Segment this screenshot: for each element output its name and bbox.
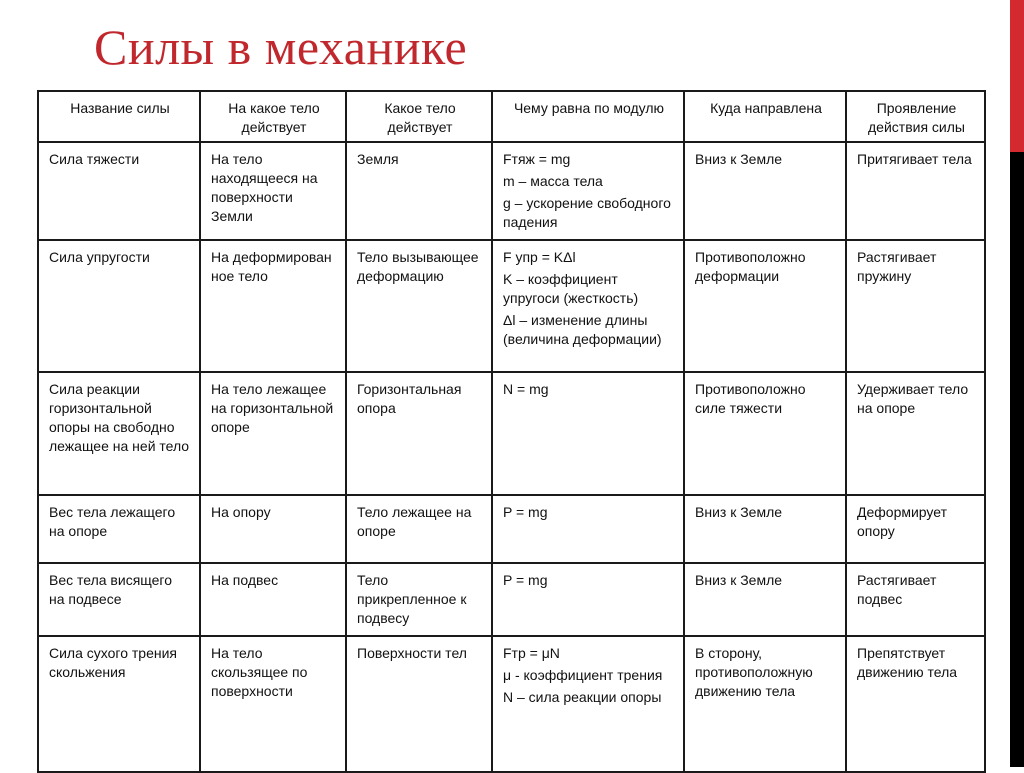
cell-direction — [684, 563, 846, 636]
cell-force-name — [38, 372, 200, 495]
cell-text: Тело прикрепленное к подвесу — [357, 572, 467, 626]
cell-text: Поверхности тел — [357, 645, 467, 661]
cell-text: Противоположно деформации — [695, 249, 806, 284]
cell-acts-on — [200, 563, 346, 636]
header-effect: Проявление действия силы — [846, 91, 985, 142]
cell-text: Тело вызывающее деформацию — [357, 249, 479, 284]
cell-text: Деформирует опору — [857, 504, 948, 539]
cell-text: Сила тяжести — [49, 151, 140, 167]
cell-text: Горизонтальная опора — [357, 381, 462, 416]
header-direction: Куда направлена — [684, 91, 846, 142]
table-row — [38, 636, 985, 772]
decorative-strip-red — [1010, 0, 1024, 152]
header-force-name: Название силы — [38, 91, 200, 142]
cell-text: Растягивает пружину — [857, 249, 937, 284]
table-row — [38, 240, 985, 372]
cell-text: P = mg — [503, 572, 548, 588]
cell-text: Препятствует движению тела — [857, 645, 958, 680]
cell-text: Вниз к Земле — [695, 572, 783, 588]
cell-text: Земля — [357, 151, 399, 167]
decorative-strip-black — [1010, 152, 1024, 767]
cell-effect — [846, 495, 985, 563]
cell-effect — [846, 636, 985, 772]
cell-effect — [846, 240, 985, 372]
header-acting-body: Какое тело действует — [346, 91, 492, 142]
header-magnitude: Чему равна по модулю — [492, 91, 684, 142]
cell-acting-body — [346, 563, 492, 636]
cell-text: F упр = KΔl — [503, 249, 576, 265]
cell-acting-body — [346, 636, 492, 772]
cell-acts-on — [200, 636, 346, 772]
header-row — [38, 91, 985, 142]
cell-text: N – сила реакции опоры — [503, 689, 662, 705]
cell-text: Сила сухого трения скольжения — [49, 645, 177, 680]
forces-table — [37, 90, 986, 773]
cell-text: На тело скользящее по поверхности — [211, 645, 308, 699]
cell-magnitude — [492, 636, 684, 772]
table-row — [38, 495, 985, 563]
cell-force-name — [38, 240, 200, 372]
cell-text: Удерживает тело на опоре — [857, 381, 969, 416]
cell-force-name — [38, 563, 200, 636]
cell-direction — [684, 372, 846, 495]
cell-text: Растягивает подвес — [857, 572, 937, 607]
cell-force-name — [38, 636, 200, 772]
cell-magnitude — [492, 563, 684, 636]
cell-text: Fтр = μN — [503, 645, 560, 661]
table-row — [38, 142, 985, 240]
cell-acts-on — [200, 240, 346, 372]
cell-direction — [684, 636, 846, 772]
cell-text: K – коэффициент упругоси (жесткость) — [503, 271, 639, 306]
cell-text: В сторону, противоположную движению тела — [695, 645, 813, 699]
cell-effect — [846, 142, 985, 240]
cell-effect — [846, 372, 985, 495]
cell-text: Δl – изменение длины (величина деформации) — [503, 312, 662, 347]
cell-force-name — [38, 142, 200, 240]
cell-text: Вес тела лежащего на опоре — [49, 504, 176, 539]
cell-text: Притягивает тела — [857, 151, 972, 167]
cell-effect — [846, 563, 985, 636]
cell-magnitude — [492, 495, 684, 563]
cell-text: Противоположно силе тяжести — [695, 381, 806, 416]
cell-text: На опору — [211, 504, 271, 520]
cell-text: Вниз к Земле — [695, 504, 783, 520]
cell-acts-on — [200, 372, 346, 495]
cell-text: Сила упругости — [49, 249, 150, 265]
cell-text: g – ускорение свободного падения — [503, 195, 671, 230]
cell-acting-body — [346, 240, 492, 372]
cell-text: На деформирован ное тело — [211, 249, 332, 284]
cell-text: P = mg — [503, 504, 548, 520]
cell-text: Вес тела висящего на подвесе — [49, 572, 173, 607]
cell-magnitude — [492, 240, 684, 372]
cell-text: Сила реакции горизонтальной опоры на свободно лежащее на ней тело — [49, 381, 190, 454]
cell-direction — [684, 240, 846, 372]
cell-text: Вниз к Земле — [695, 151, 783, 167]
cell-text: На тело находящееся на поверхности Земли — [211, 151, 318, 224]
cell-magnitude — [492, 142, 684, 240]
table-row — [38, 563, 985, 636]
cell-acting-body — [346, 372, 492, 495]
table-row — [38, 372, 985, 495]
cell-acting-body — [346, 142, 492, 240]
cell-text: Fтяж = mg — [503, 151, 571, 167]
cell-acts-on — [200, 495, 346, 563]
cell-text: На подвес — [211, 572, 279, 588]
cell-text: μ - коэффициент трения — [503, 667, 663, 683]
cell-acts-on — [200, 142, 346, 240]
slide-title: Силы в механике — [94, 19, 468, 75]
cell-text: Тело лежащее на опоре — [357, 504, 472, 539]
cell-direction — [684, 495, 846, 563]
cell-acting-body — [346, 495, 492, 563]
cell-text: m – масса тела — [503, 173, 603, 189]
cell-magnitude — [492, 372, 684, 495]
cell-force-name — [38, 495, 200, 563]
cell-text: N = mg — [503, 381, 549, 397]
cell-direction — [684, 142, 846, 240]
cell-text: На тело лежащее на горизонтальной опоре — [211, 381, 334, 435]
header-acts-on: На какое тело действует — [200, 91, 346, 142]
